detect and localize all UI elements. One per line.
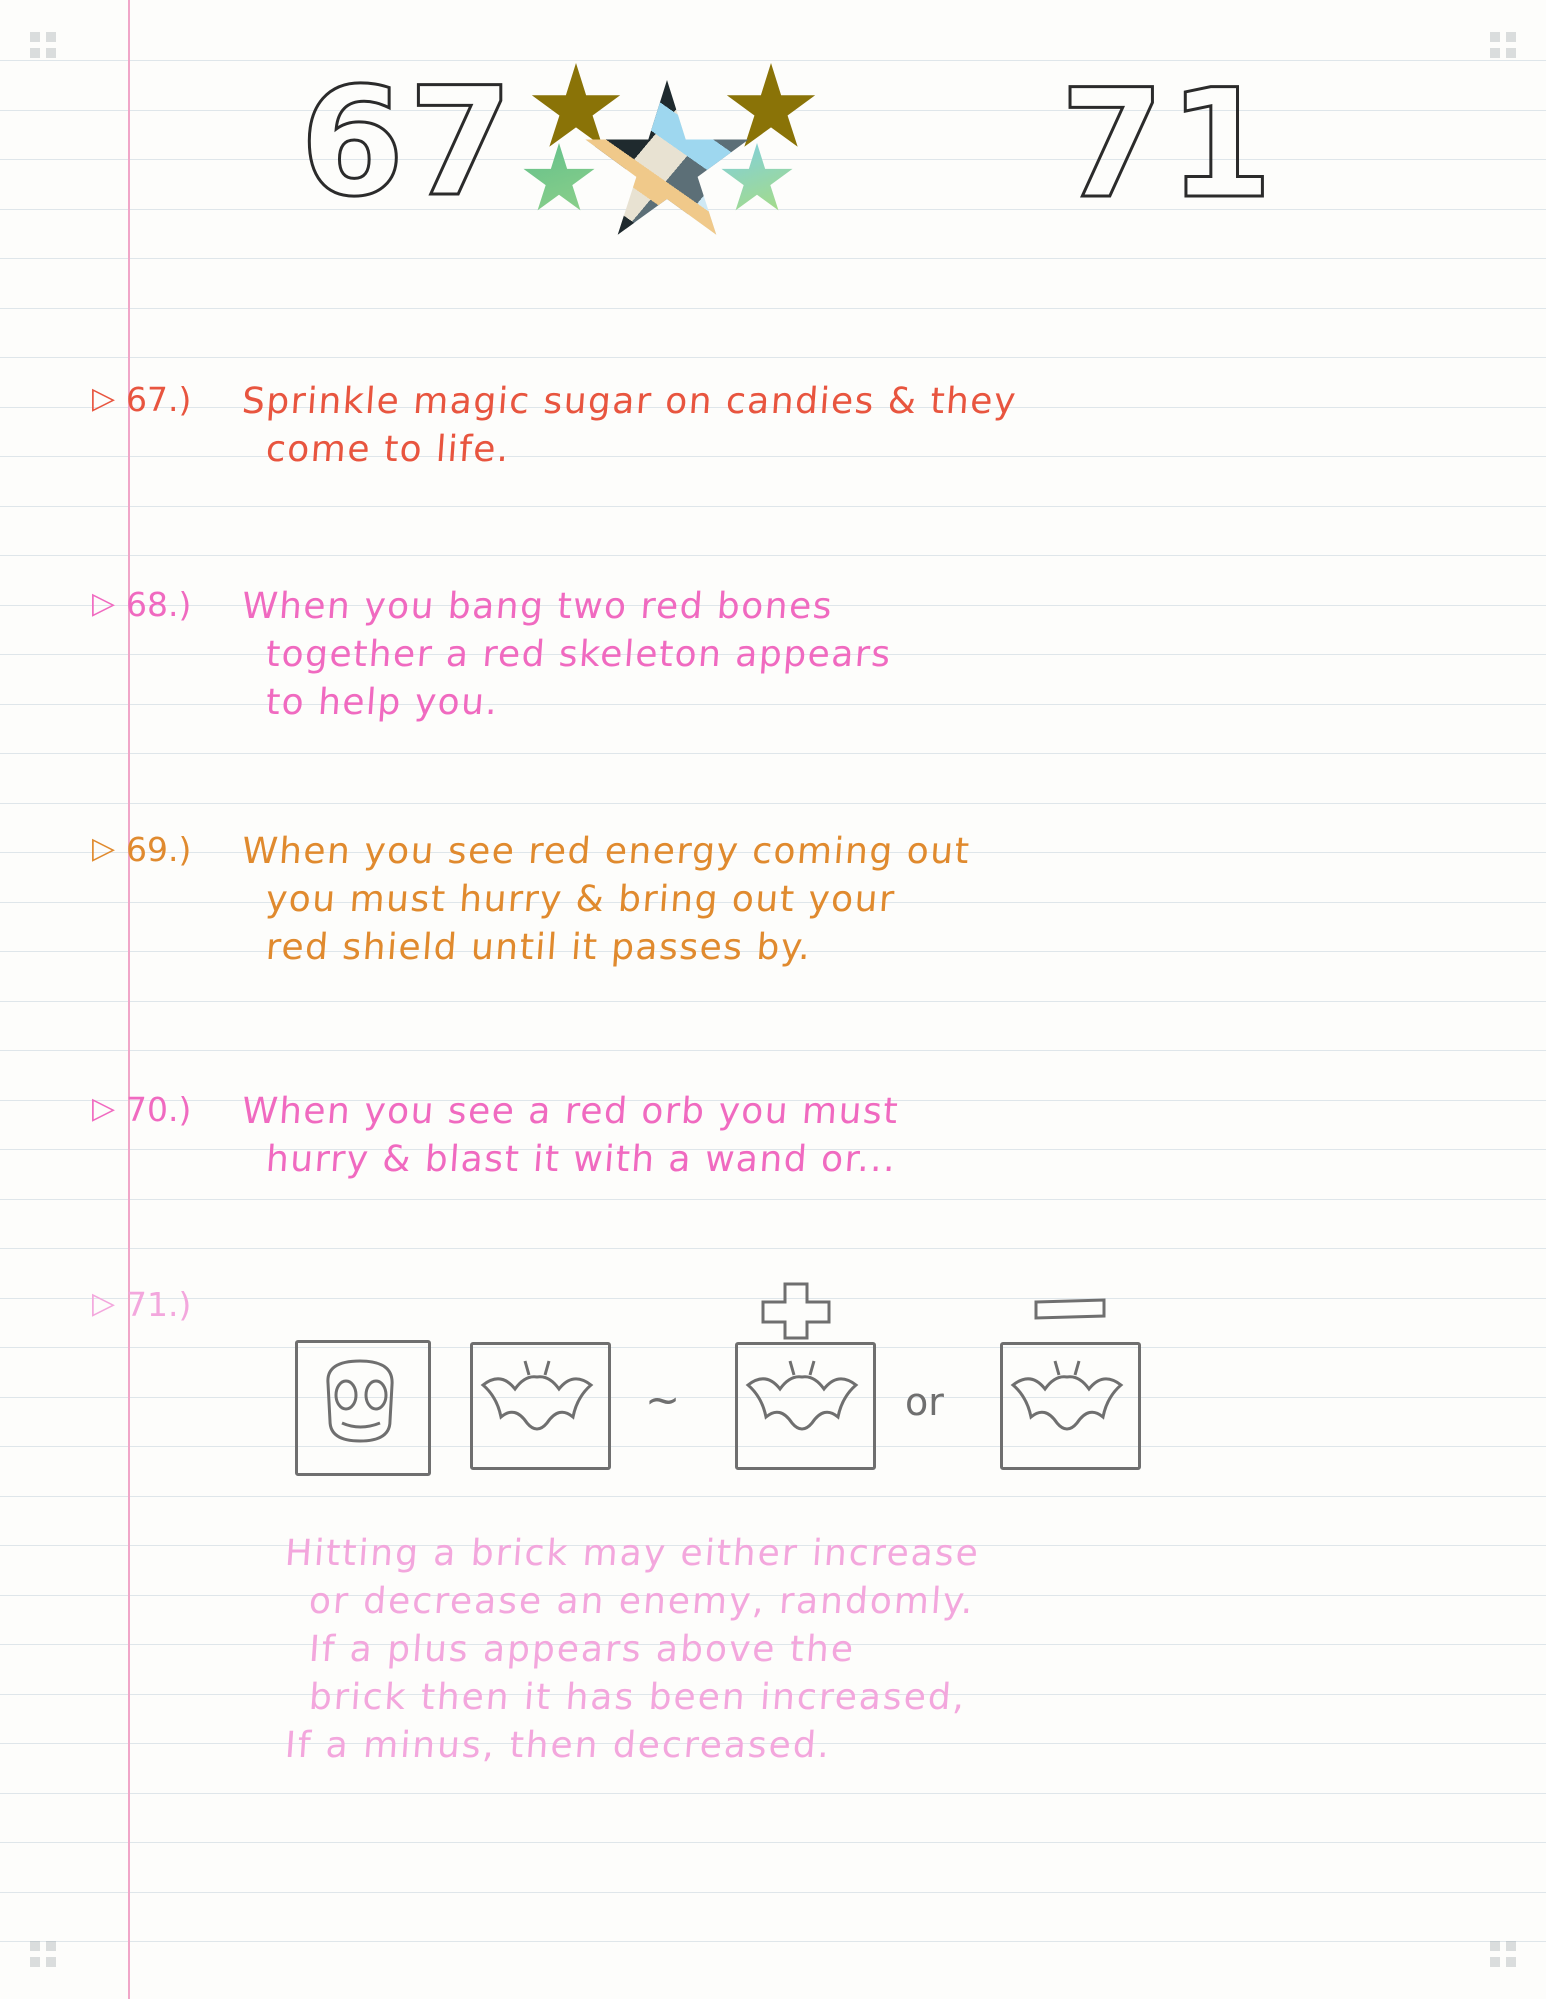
brick-diagram (295, 1280, 1355, 1500)
text-line: or decrease an enemy, randomly. (307, 1581, 977, 1622)
rule-line (0, 1001, 1546, 1002)
triangle-bullet-icon: ▷ (92, 1286, 116, 1321)
triangle-bullet-icon: ▷ (92, 1091, 116, 1126)
text-line: come to life. (264, 429, 512, 470)
text-line: When you see red energy coming out (240, 831, 972, 872)
text-line: When you see a red orb you must (240, 1091, 901, 1132)
rule-line (0, 803, 1546, 804)
bat-brick (470, 1342, 611, 1470)
list-item-number: 67.) (126, 380, 192, 419)
page-title (300, 56, 1277, 248)
text-line: Sprinkle magic sugar on candies & they (240, 381, 1019, 422)
tilde-symbol: ~ (645, 1375, 681, 1424)
list-item-text (242, 1088, 1472, 1184)
bat-icon (473, 1345, 602, 1461)
text-line: brick then it has been increased, (307, 1677, 968, 1718)
rule-line (0, 555, 1546, 556)
bat-brick-minus (1000, 1342, 1141, 1470)
corner-mark-top-left (30, 32, 56, 58)
triangle-bullet-icon: ▷ (92, 586, 116, 621)
geometric-star-icon (582, 80, 752, 250)
title-number-left: 67 (300, 56, 517, 230)
list-item-text (242, 828, 1472, 972)
rule-line (0, 1199, 1546, 1200)
rule-line (0, 1892, 1546, 1893)
margin-line (128, 0, 130, 1999)
text-line: If a minus, then decreased. (283, 1725, 833, 1766)
corner-mark-bottom-left (30, 1941, 56, 1967)
rule-line (0, 1050, 1546, 1051)
rule-line (0, 357, 1546, 358)
corner-mark-bottom-right (1490, 1941, 1516, 1967)
rule-line (0, 1793, 1546, 1794)
text-line: to help you. (264, 682, 500, 723)
text-line: together a red skeleton appears (264, 634, 893, 675)
list-item-number: 68.) (126, 585, 192, 624)
bat-brick-plus (735, 1342, 876, 1470)
list-item-text (242, 378, 1472, 474)
rule-line (0, 506, 1546, 507)
rule-line (0, 308, 1546, 309)
list-item-number: 70.) (126, 1090, 192, 1129)
bat-icon (1003, 1345, 1132, 1461)
list-item-number: 71.) (126, 1285, 192, 1324)
rule-line (0, 1842, 1546, 1843)
skull-brick (295, 1340, 431, 1476)
list-item-text (242, 583, 1472, 727)
paragraph-71 (285, 1530, 1435, 1770)
teal-green-star-icon (720, 143, 794, 217)
rule-line (0, 1248, 1546, 1249)
minus-sign-icon (1030, 1292, 1110, 1328)
list-item-number: 69.) (126, 830, 192, 869)
text-line: you must hurry & bring out your (264, 879, 897, 920)
green-star-icon (522, 143, 596, 217)
rule-line (0, 753, 1546, 754)
or-label: or (905, 1380, 944, 1424)
text-line: When you bang two red bones (240, 586, 835, 627)
bat-icon (738, 1345, 867, 1461)
title-number-right: 71 (1060, 58, 1277, 232)
rule-line (0, 258, 1546, 259)
plus-sign-icon (755, 1280, 835, 1340)
text-line: Hitting a brick may either increase (283, 1533, 982, 1574)
text-line: If a plus appears above the (307, 1629, 857, 1670)
triangle-bullet-icon: ▷ (92, 381, 116, 416)
triangle-bullet-icon: ▷ (92, 831, 116, 866)
text-line: hurry & blast it with a wand or... (264, 1139, 898, 1180)
rule-line (0, 1941, 1546, 1942)
text-line: red shield until it passes by. (264, 927, 813, 968)
skull-icon (298, 1343, 422, 1467)
corner-mark-top-right (1490, 32, 1516, 58)
